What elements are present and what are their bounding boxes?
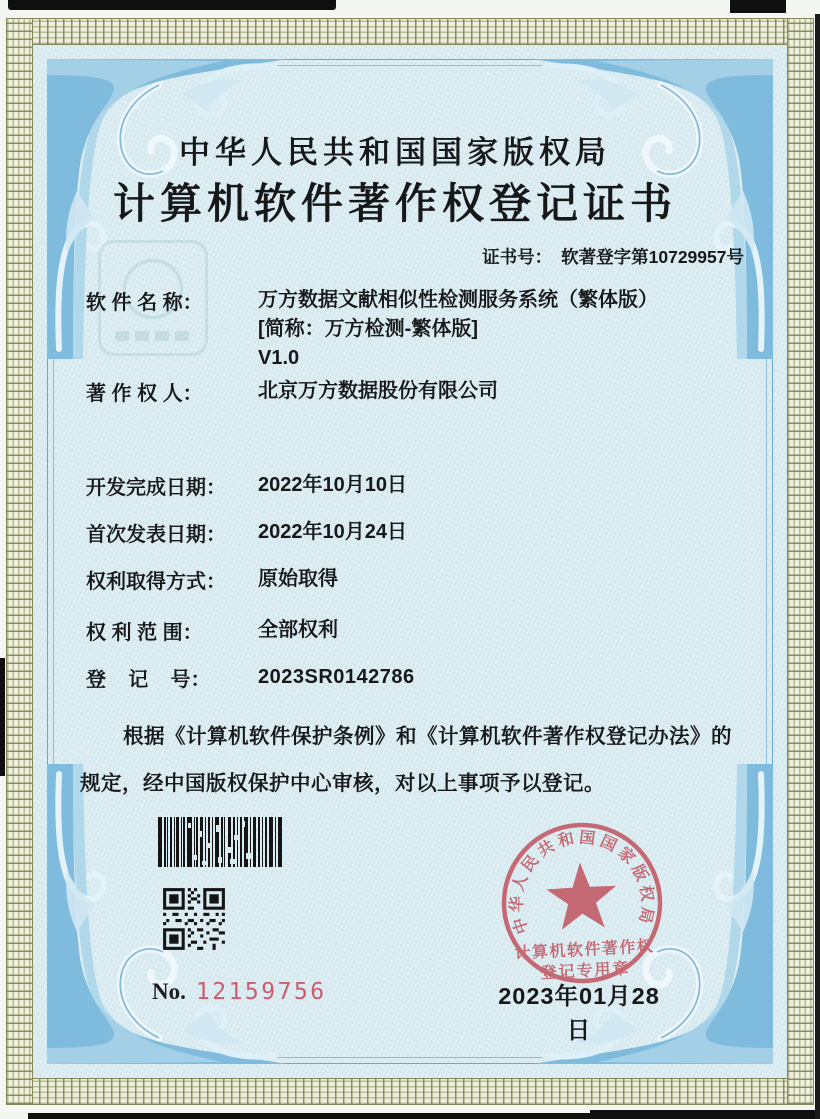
issue-date: 2023年01月28日 (498, 983, 660, 1043)
serial-number-label: No. (152, 979, 186, 1004)
registration-number-value: 2023SR0142786 (258, 666, 415, 688)
seal-line2: 登记专用章 (540, 960, 631, 983)
field-registration-number (86, 663, 770, 692)
field-value: 北京万方数据股份有限公司 (258, 380, 498, 402)
field-copyright-owner (86, 377, 770, 406)
qr-code-image (160, 885, 228, 953)
field-value: 原始取得 (258, 568, 338, 590)
seal-line1: 计算机软件著作权 (514, 938, 655, 963)
scan-artifact (0, 658, 5, 776)
field-value (258, 286, 658, 373)
scan-artifact (8, 0, 336, 10)
field-value: 2022年10月24日 (258, 521, 407, 543)
certificate-number-value: 软著登字第10729957号 (561, 247, 744, 267)
seal-star-icon (545, 861, 618, 931)
field-label: 著 作 权 人： (86, 383, 203, 405)
field-rights-acquisition (86, 565, 770, 594)
registration-statement: 根据《计算机软件保护条例》和《计算机软件著作权登记办法》的规定，经中国版权保护中心审核，对以上事项予以登记。 (80, 725, 733, 795)
issuing-authority: 中华人民共和国国家版权局 (179, 135, 611, 170)
field-first-publish-date (86, 518, 770, 547)
serial-number-value: 12159756 (195, 979, 327, 1005)
scan-artifact (730, 0, 786, 13)
serial-number-line (152, 979, 327, 1005)
software-name-line3: V1.0 (258, 347, 300, 369)
barcode-image (158, 817, 282, 867)
scan-artifact (590, 1110, 815, 1119)
certificate-title: 计算机软件著作权登记证书 (112, 182, 677, 228)
seal-arc-text: 中华人民共和国国家版权局 (508, 829, 656, 936)
field-label: 首次发表日期： (86, 524, 226, 546)
field-label: 权 利 范 围： (86, 622, 203, 644)
field-label: 登 记 号： (86, 669, 211, 691)
field-value: 2022年10月10日 (258, 474, 407, 496)
software-name-line1: 万方数据文献相似性检测服务系统（繁体版） (258, 289, 658, 311)
field-dev-complete-date (86, 471, 770, 500)
software-name-line2: [简称：万方检测-繁体版] (258, 318, 478, 340)
field-software-name (86, 286, 770, 373)
field-label: 权利取得方式： (86, 571, 226, 593)
field-value: 全部权利 (258, 619, 338, 641)
field-label: 开发完成日期： (86, 477, 226, 499)
field-label: 软 件 名 称： (86, 292, 203, 314)
certificate-number-label: 证书号： (482, 247, 553, 267)
official-seal (490, 811, 675, 996)
field-rights-scope (86, 616, 770, 645)
scan-artifact (815, 14, 820, 1119)
certificate-number-line (482, 244, 744, 269)
